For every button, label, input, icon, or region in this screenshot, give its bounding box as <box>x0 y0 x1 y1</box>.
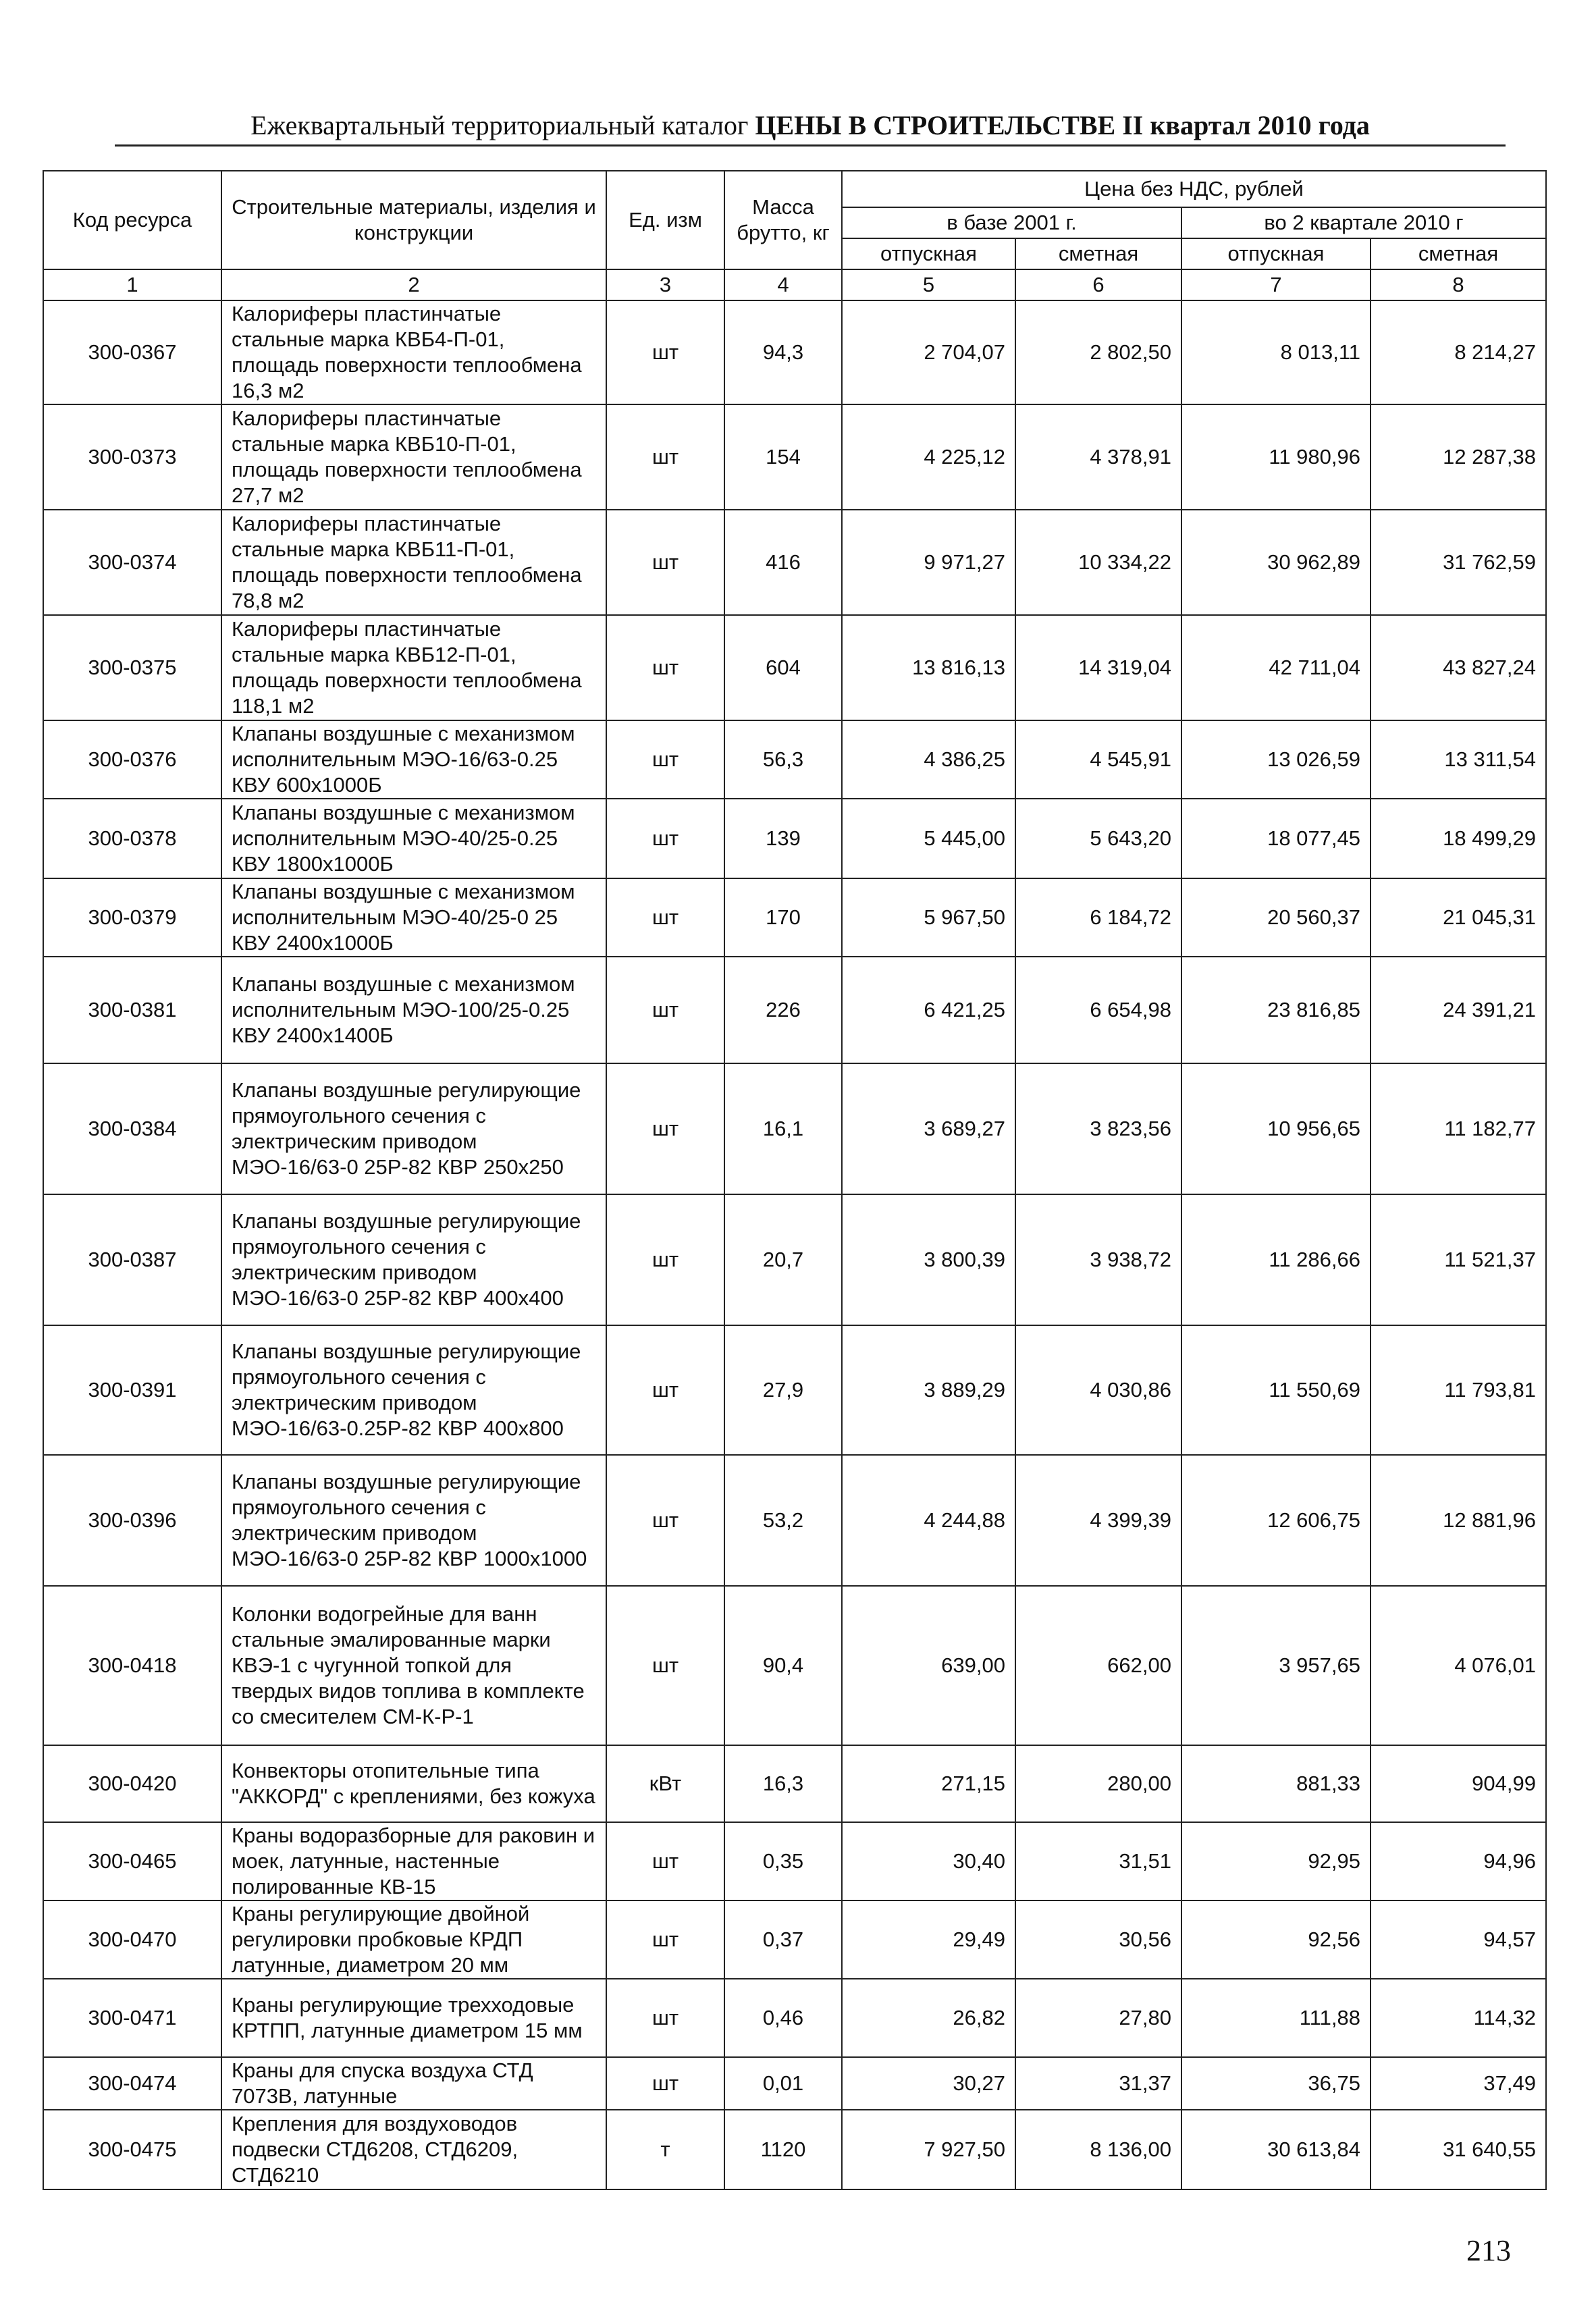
price-estimate-q2: 8 214,27 <box>1371 300 1546 404</box>
price-sale-q2: 11 286,66 <box>1181 1194 1371 1325</box>
price-estimate-q2: 904,99 <box>1371 1745 1546 1822</box>
table-row <box>43 2057 1546 2110</box>
resource-code: 300-0376 <box>43 720 221 799</box>
material-name: Клапаны воздушные с механизмом исполнительным МЭО-40/25-0.25 КВУ 1800х1000Б <box>221 799 606 878</box>
material-name: Клапаны воздушные с механизмом исполнительным МЭО-16/63-0.25 КВУ 600х1000Б <box>221 720 606 799</box>
unit: шт <box>606 404 724 510</box>
price-sale-base: 9 971,27 <box>842 510 1015 615</box>
price-estimate-q2: 12 287,38 <box>1371 404 1546 510</box>
resource-code: 300-0378 <box>43 799 221 878</box>
column-number: 8 <box>1371 269 1546 300</box>
table-row <box>43 957 1546 1063</box>
resource-code: 300-0374 <box>43 510 221 615</box>
resource-code: 300-0375 <box>43 615 221 720</box>
price-catalog-table <box>43 170 1547 2190</box>
resource-code: 300-0470 <box>43 1900 221 1979</box>
material-name: Крепления для воздуховодов подвески СТД6208, СТД6209, СТД6210 <box>221 2110 606 2189</box>
price-estimate-q2: 4 076,01 <box>1371 1586 1546 1745</box>
price-sale-base: 30,40 <box>842 1822 1015 1900</box>
header-q2-group: во 2 квартале 2010 г <box>1181 207 1546 238</box>
header-estimate-base: сметная <box>1015 238 1181 269</box>
table-row <box>43 2110 1546 2189</box>
price-estimate-q2: 94,57 <box>1371 1900 1546 1979</box>
column-number: 5 <box>842 269 1015 300</box>
table-row <box>43 1194 1546 1325</box>
header-rule <box>115 144 1506 147</box>
resource-code: 300-0420 <box>43 1745 221 1822</box>
mass-gross: 416 <box>724 510 842 615</box>
price-sale-q2: 881,33 <box>1181 1745 1371 1822</box>
header-base-group: в базе 2001 г. <box>842 207 1181 238</box>
material-name: Калориферы пластинчатые стальные марка КВБ12-П-01, площадь поверхности теплообмена 118,1 м2 <box>221 615 606 720</box>
price-estimate-base: 31,51 <box>1015 1822 1181 1900</box>
price-sale-base: 13 816,13 <box>842 615 1015 720</box>
page-header <box>115 107 1506 144</box>
table-row <box>43 799 1546 878</box>
resource-code: 300-0367 <box>43 300 221 404</box>
material-name: Клапаны воздушные с механизмом исполнительным МЭО-40/25-0 25 КВУ 2400х1000Б <box>221 878 606 957</box>
column-number-row <box>43 269 1546 300</box>
mass-gross: 604 <box>724 615 842 720</box>
unit: шт <box>606 2057 724 2110</box>
material-name: Клапаны воздушные регулирующие прямоугольного сечения с электрическим приводом МЭО-16/63-0 25Р-82 КВР 400х400 <box>221 1194 606 1325</box>
table-row <box>43 720 1546 799</box>
mass-gross: 226 <box>724 957 842 1063</box>
price-sale-q2: 13 026,59 <box>1181 720 1371 799</box>
price-sale-base: 7 927,50 <box>842 2110 1015 2189</box>
column-number: 3 <box>606 269 724 300</box>
price-estimate-q2: 31 762,59 <box>1371 510 1546 615</box>
price-sale-q2: 30 613,84 <box>1181 2110 1371 2189</box>
price-estimate-q2: 18 499,29 <box>1371 799 1546 878</box>
table-row <box>43 1822 1546 1900</box>
price-sale-base: 3 800,39 <box>842 1194 1015 1325</box>
price-sale-q2: 8 013,11 <box>1181 300 1371 404</box>
unit: шт <box>606 1979 724 2057</box>
unit: шт <box>606 1325 724 1455</box>
resource-code: 300-0475 <box>43 2110 221 2189</box>
unit: кВт <box>606 1745 724 1822</box>
material-name: Калориферы пластинчатые стальные марка КВБ10-П-01, площадь поверхности теплообмена 27,7 м2 <box>221 404 606 510</box>
price-sale-q2: 20 560,37 <box>1181 878 1371 957</box>
price-sale-q2: 42 711,04 <box>1181 615 1371 720</box>
price-estimate-base: 14 319,04 <box>1015 615 1181 720</box>
unit: шт <box>606 510 724 615</box>
mass-gross: 20,7 <box>724 1194 842 1325</box>
price-estimate-base: 30,56 <box>1015 1900 1181 1979</box>
header-sale-q2: отпускная <box>1181 238 1371 269</box>
price-estimate-base: 2 802,50 <box>1015 300 1181 404</box>
column-number: 7 <box>1181 269 1371 300</box>
price-sale-base: 29,49 <box>842 1900 1015 1979</box>
column-number: 4 <box>724 269 842 300</box>
unit: шт <box>606 878 724 957</box>
price-sale-base: 30,27 <box>842 2057 1015 2110</box>
table-row <box>43 1325 1546 1455</box>
table-row <box>43 404 1546 510</box>
price-estimate-q2: 12 881,96 <box>1371 1455 1546 1586</box>
price-estimate-base: 4 399,39 <box>1015 1455 1181 1586</box>
price-sale-q2: 92,95 <box>1181 1822 1371 1900</box>
mass-gross: 154 <box>724 404 842 510</box>
resource-code: 300-0387 <box>43 1194 221 1325</box>
table-row <box>43 1900 1546 1979</box>
price-estimate-base: 5 643,20 <box>1015 799 1181 878</box>
table-body <box>43 300 1546 2189</box>
price-sale-q2: 11 980,96 <box>1181 404 1371 510</box>
price-sale-base: 3 889,29 <box>842 1325 1015 1455</box>
page-number: 213 <box>1466 2234 1511 2267</box>
material-name: Краны регулирующие трехходовые КРТПП, латунные диаметром 15 мм <box>221 1979 606 2057</box>
price-estimate-base: 6 654,98 <box>1015 957 1181 1063</box>
price-estimate-base: 4 030,86 <box>1015 1325 1181 1455</box>
price-sale-q2: 92,56 <box>1181 1900 1371 1979</box>
price-estimate-base: 27,80 <box>1015 1979 1181 2057</box>
price-estimate-base: 8 136,00 <box>1015 2110 1181 2189</box>
unit: шт <box>606 1822 724 1900</box>
material-name: Краны водоразборные для раковин и моек, латунные, настенные полированные КВ-15 <box>221 1822 606 1900</box>
unit: шт <box>606 957 724 1063</box>
mass-gross: 27,9 <box>724 1325 842 1455</box>
unit: шт <box>606 1586 724 1745</box>
price-sale-base: 2 704,07 <box>842 300 1015 404</box>
mass-gross: 0,46 <box>724 1979 842 2057</box>
mass-gross: 170 <box>724 878 842 957</box>
table-row <box>43 1586 1546 1745</box>
mass-gross: 16,1 <box>724 1063 842 1194</box>
unit: шт <box>606 1900 724 1979</box>
material-name: Краны для спуска воздуха СТД 7073В, латунные <box>221 2057 606 2110</box>
mass-gross: 16,3 <box>724 1745 842 1822</box>
price-estimate-base: 280,00 <box>1015 1745 1181 1822</box>
price-sale-base: 3 689,27 <box>842 1063 1015 1194</box>
table-row <box>43 300 1546 404</box>
price-sale-base: 271,15 <box>842 1745 1015 1822</box>
header-estimate-q2: сметная <box>1371 238 1546 269</box>
price-sale-base: 26,82 <box>842 1979 1015 2057</box>
header-code: Код ресурса <box>43 171 221 269</box>
price-sale-q2: 12 606,75 <box>1181 1455 1371 1586</box>
price-estimate-q2: 94,96 <box>1371 1822 1546 1900</box>
price-estimate-base: 3 823,56 <box>1015 1063 1181 1194</box>
price-estimate-q2: 43 827,24 <box>1371 615 1546 720</box>
mass-gross: 56,3 <box>724 720 842 799</box>
price-estimate-base: 662,00 <box>1015 1586 1181 1745</box>
resource-code: 300-0384 <box>43 1063 221 1194</box>
price-sale-base: 6 421,25 <box>842 957 1015 1063</box>
resource-code: 300-0373 <box>43 404 221 510</box>
column-number: 1 <box>43 269 221 300</box>
material-name: Калориферы пластинчатые стальные марка КВБ11-П-01, площадь поверхности теплообмена 78,8 м2 <box>221 510 606 615</box>
price-estimate-q2: 37,49 <box>1371 2057 1546 2110</box>
price-sale-q2: 36,75 <box>1181 2057 1371 2110</box>
material-name: Краны регулирующие двойной регулировки пробковые КРДП латунные, диаметром 20 мм <box>221 1900 606 1979</box>
header-mass: Масса брутто, кг <box>724 171 842 269</box>
price-estimate-base: 10 334,22 <box>1015 510 1181 615</box>
table-row <box>43 510 1546 615</box>
table-row <box>43 1979 1546 2057</box>
unit: шт <box>606 1455 724 1586</box>
price-estimate-base: 4 378,91 <box>1015 404 1181 510</box>
price-estimate-base: 6 184,72 <box>1015 878 1181 957</box>
price-estimate-q2: 13 311,54 <box>1371 720 1546 799</box>
table-row <box>43 615 1546 720</box>
price-estimate-q2: 114,32 <box>1371 1979 1546 2057</box>
mass-gross: 0,01 <box>724 2057 842 2110</box>
material-name: Конвекторы отопительные типа "АККОРД" с креплениями, без кожуха <box>221 1745 606 1822</box>
material-name: Клапаны воздушные регулирующие прямоугольного сечения с электрическим приводом МЭО-16/63-0.25Р-82 КВР 400х800 <box>221 1325 606 1455</box>
price-sale-q2: 18 077,45 <box>1181 799 1371 878</box>
price-sale-base: 5 967,50 <box>842 878 1015 957</box>
price-sale-q2: 30 962,89 <box>1181 510 1371 615</box>
unit: шт <box>606 1194 724 1325</box>
price-estimate-base: 3 938,72 <box>1015 1194 1181 1325</box>
unit: шт <box>606 720 724 799</box>
price-sale-base: 4 244,88 <box>842 1455 1015 1586</box>
price-sale-q2: 111,88 <box>1181 1979 1371 2057</box>
column-number: 6 <box>1015 269 1181 300</box>
resource-code: 300-0391 <box>43 1325 221 1455</box>
unit: шт <box>606 1063 724 1194</box>
mass-gross: 139 <box>724 799 842 878</box>
unit: шт <box>606 615 724 720</box>
table-row <box>43 1063 1546 1194</box>
header-unit: Ед. изм <box>606 171 724 269</box>
resource-code: 300-0381 <box>43 957 221 1063</box>
price-estimate-q2: 11 182,77 <box>1371 1063 1546 1194</box>
resource-code: 300-0418 <box>43 1586 221 1745</box>
header-materials: Строительные материалы, изделия и конструкции <box>221 171 606 269</box>
price-sale-base: 4 386,25 <box>842 720 1015 799</box>
header-sale-base: отпускная <box>842 238 1015 269</box>
material-name: Клапаны воздушные с механизмом исполнительным МЭО-100/25-0.25 КВУ 2400х1400Б <box>221 957 606 1063</box>
material-name: Клапаны воздушные регулирующие прямоугольного сечения с электрическим приводом МЭО-16/63-0 25Р-82 КВР 1000х1000 <box>221 1455 606 1586</box>
mass-gross: 53,2 <box>724 1455 842 1586</box>
price-sale-q2: 11 550,69 <box>1181 1325 1371 1455</box>
price-sale-q2: 3 957,65 <box>1181 1586 1371 1745</box>
header-prefix: Ежеквартальный территориальный каталог <box>250 110 749 140</box>
column-number: 2 <box>221 269 606 300</box>
material-name: Колонки водогрейные для ванн стальные эмалированные марки КВЭ-1 с чугунной топкой для твердых видов топлива в комплекте со смесителем СМ-К-Р-1 <box>221 1586 606 1745</box>
price-sale-q2: 23 816,85 <box>1181 957 1371 1063</box>
price-sale-base: 639,00 <box>842 1586 1015 1745</box>
mass-gross: 0,35 <box>724 1822 842 1900</box>
mass-gross: 90,4 <box>724 1586 842 1745</box>
price-estimate-base: 4 545,91 <box>1015 720 1181 799</box>
material-name: Калориферы пластинчатые стальные марка КВБ4-П-01, площадь поверхности теплообмена 16,3 м2 <box>221 300 606 404</box>
unit: т <box>606 2110 724 2189</box>
unit: шт <box>606 799 724 878</box>
material-name: Клапаны воздушные регулирующие прямоугольного сечения с электрическим приводом МЭО-16/63-0 25Р-82 КВР 250х250 <box>221 1063 606 1194</box>
price-sale-base: 5 445,00 <box>842 799 1015 878</box>
price-estimate-base: 31,37 <box>1015 2057 1181 2110</box>
resource-code: 300-0471 <box>43 1979 221 2057</box>
resource-code: 300-0379 <box>43 878 221 957</box>
mass-gross: 0,37 <box>724 1900 842 1979</box>
mass-gross: 94,3 <box>724 300 842 404</box>
resource-code: 300-0474 <box>43 2057 221 2110</box>
unit: шт <box>606 300 724 404</box>
resource-code: 300-0396 <box>43 1455 221 1586</box>
mass-gross: 1120 <box>724 2110 842 2189</box>
price-sale-base: 4 225,12 <box>842 404 1015 510</box>
price-estimate-q2: 11 521,37 <box>1371 1194 1546 1325</box>
resource-code: 300-0465 <box>43 1822 221 1900</box>
price-estimate-q2: 31 640,55 <box>1371 2110 1546 2189</box>
price-sale-q2: 10 956,65 <box>1181 1063 1371 1194</box>
header-title: ЦЕНЫ В СТРОИТЕЛЬСТВЕ II квартал 2010 года <box>755 110 1370 140</box>
header-price-group: Цена без НДС, рублей <box>842 171 1546 207</box>
table-row <box>43 1455 1546 1586</box>
price-estimate-q2: 24 391,21 <box>1371 957 1546 1063</box>
table-row <box>43 1745 1546 1822</box>
price-estimate-q2: 11 793,81 <box>1371 1325 1546 1455</box>
price-estimate-q2: 21 045,31 <box>1371 878 1546 957</box>
table-row <box>43 878 1546 957</box>
